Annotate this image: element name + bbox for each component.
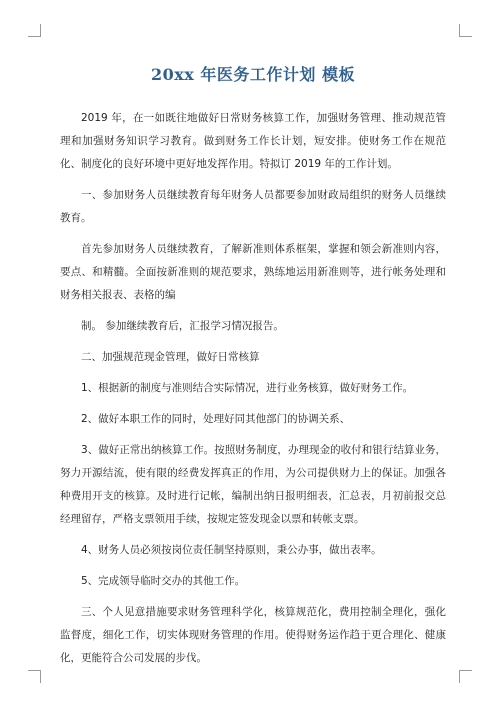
paragraph-section-1-continued: 制。 参加继续教育后，汇报学习情况报告。 [81,320,284,332]
document-title: 20xx 年医务工作计划 模板 [151,65,355,84]
paragraph-item-1: 1、根据新的制度与准则结合实际情况，进行业务核算，做好财务工作。 [81,382,414,394]
paragraph-section-2: 二、加强规范现金管理，做好日常核算 [81,351,260,363]
paragraph-section-1-detail: 首先参加财务人员继续教育，了解新准则体系框架，掌握和领会新准则内容，要点、和精髓。全面按新准则的规范要求，熟练地运用新准则等，进行帐务处理和财务相关报表、表格的编 [60,243,446,301]
paragraph-item-4: 4、财务人员必须按岗位责任制坚持原则，秉公办事，做出表率。 [81,544,382,556]
paragraph-item-5: 5、完成领导临时交办的其他工作。 [81,575,246,587]
crop-mark-bottom-left [28,670,41,683]
crop-mark-bottom-right [459,670,472,683]
paragraph-intro: 2019 年，在一如既往地做好日常财务核算工作，加强财务管理、推动规范管理和加强财务知识学习教育。做到财务工作长计划，短安排。使财务工作在规范化、制度化的良好环境中更好地发挥作用。特拟订 2019 年的工作计划。 [60,112,446,170]
paragraph-item-2: 2、做好本职工作的同时，处理好同其他部门的协调关系、 [81,413,351,425]
document-body [60,62,446,678]
paragraph-item-3: 3、做好正常出纳核算工作。按照财务制度，办理现金的收付和银行结算业务，努力开源结流，使有限的经费发挥真正的作用，为公司提供财力上的保证。加强各种费用开支的核算。及时进行记帐，编制出纳日报明细表，汇总表，月初前报交总经理留存，严格支票领用手续，按规定签发现金以票和转帐支票。 [60,444,446,525]
paragraph-section-1: 一、参加财务人员继续教育每年财务人员都要参加财政局组织的财务人员继续教育。 [60,189,446,224]
crop-mark-top-right [459,24,472,37]
paragraph-section-3: 三、个人见意措施要求财务管理科学化，核算规范化，费用控制全理化，强化监督度，细化工作，切实体现财务管理的作用。使得财务运作趋于更合理化、健康化，更能符合公司发展的步伐。 [60,606,446,664]
crop-mark-top-left [28,24,41,37]
